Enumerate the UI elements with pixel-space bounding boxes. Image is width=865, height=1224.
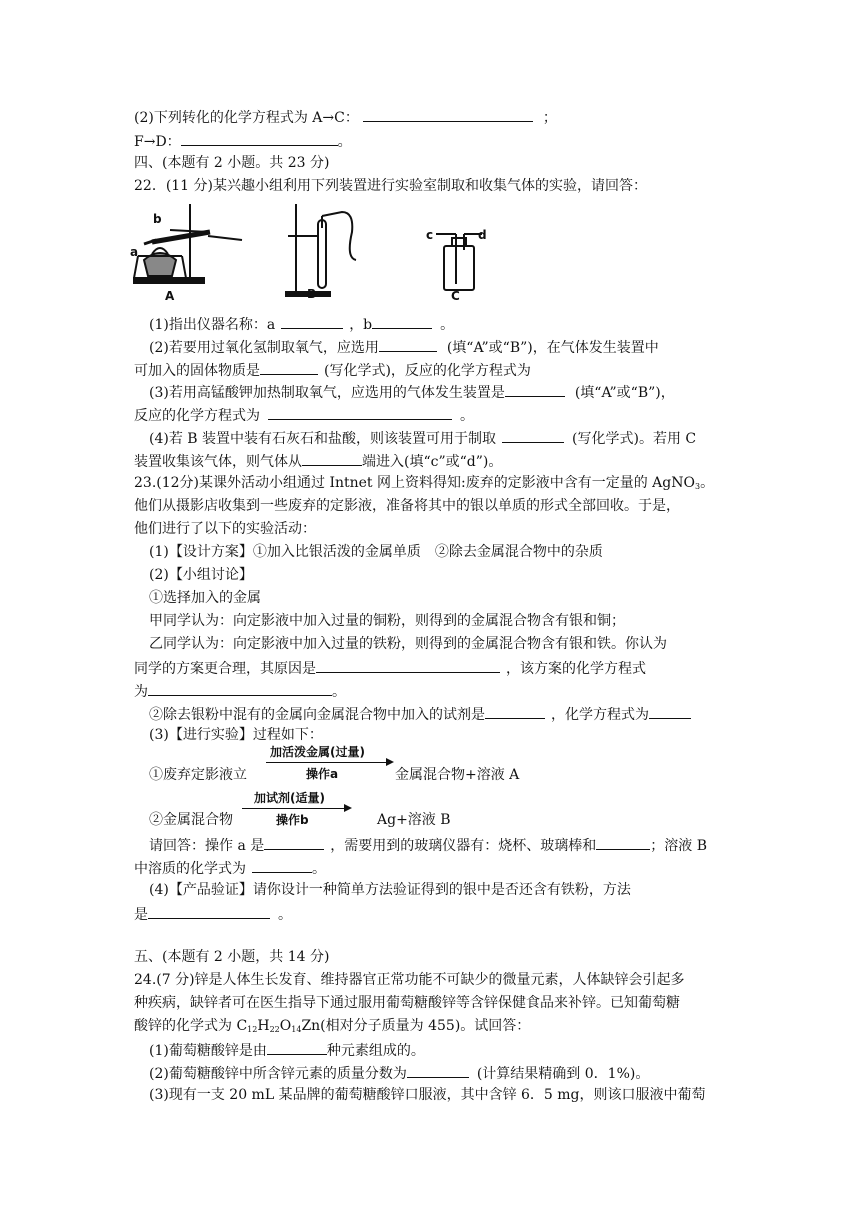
label-apparatus-c: C	[451, 289, 460, 303]
label-apparatus-b: B	[307, 287, 317, 301]
q24-sub-14: 14	[291, 1025, 302, 1034]
q22-part-3b	[134, 405, 474, 425]
answer-blank[interactable]	[502, 428, 564, 443]
q23-reason-2	[134, 681, 346, 701]
q22-3-cont: 反应的化学方程式为	[134, 408, 260, 424]
answer-blank[interactable]	[316, 658, 500, 673]
label-d: d	[478, 228, 487, 242]
q22-stem: 22．(11 分)某兴趣小组利用下列装置进行实验室制取和收集气体的实验，请回答：	[134, 178, 648, 194]
q23-reason-end: 。	[332, 684, 346, 700]
q23-reason-1	[134, 658, 646, 678]
q24-formula-zn: Zn(相对分子质量为 455)。试回答：	[301, 1018, 531, 1034]
q23-ans-dot: 。	[312, 861, 326, 877]
q22-1-end: 。	[440, 317, 455, 333]
q22-2-eq: (写化学式)，反应的化学方程式为	[324, 363, 531, 379]
q23-ans-text: 请回答：操作 a 是	[149, 838, 265, 854]
q21-ac-end: ；	[542, 110, 557, 126]
q22-2-text: (2)若要用过氧化氢制取氧气，应选用	[149, 340, 379, 356]
q21-fd-text: F→D：	[134, 134, 181, 150]
answer-blank[interactable]	[267, 1040, 327, 1055]
answer-blank[interactable]	[363, 107, 533, 122]
answer-blank[interactable]	[148, 681, 332, 696]
q23-ans-cont: 中溶质的化学式为	[134, 861, 246, 877]
q21-line-1	[134, 107, 557, 127]
q22-3-text: (3)若用高锰酸钾加热制取氧气，应选用的气体发生装置是	[149, 385, 505, 401]
q22-3-mid: (填“A”或“B”)，	[574, 385, 675, 401]
q22-part-2b	[134, 360, 531, 380]
flow2-bot-label: 操作b	[276, 813, 309, 827]
label-c: c	[426, 228, 434, 242]
q23-reason-mid: ，该方案的化学方程式	[506, 661, 646, 677]
q23-stem-sub: 3	[694, 482, 701, 491]
q24-2-text: (2)葡萄糖酸锌中所含锌元素的质量分数为	[149, 1066, 407, 1082]
q22-1-mid: ，b	[349, 317, 373, 333]
q23-s1: (1)【设计方案】①加入比银活泼的金属单质 ②除去金属混合物中的杂质	[149, 544, 603, 560]
q23-reason-text: 同学的方案更合理，其原因是	[134, 661, 316, 677]
q24-1-end: 种元素组成的。	[326, 1043, 425, 1059]
answer-blank[interactable]	[181, 131, 338, 146]
q23-jia: 甲同学认为：向定影液中加入过量的铜粉，则得到的金属混合物含有银和铜；	[149, 613, 625, 629]
q23-s3: (3)【进行实验】过程如下：	[149, 727, 323, 743]
answer-blank[interactable]	[260, 360, 318, 375]
q23-s2: (2)【小组讨论】	[149, 567, 253, 583]
q22-3-end: 。	[460, 408, 474, 424]
q22-part-4b	[134, 451, 502, 471]
q24-formula-c: 酸锌的化学式为 C	[134, 1018, 248, 1034]
label-a: a	[130, 245, 139, 259]
q22-4-cont: 装置收集该气体，则气体从	[134, 454, 302, 470]
q22-4-text: (4)若 B 装置中装有石灰石和盐酸，则该装置可用于制取	[149, 431, 497, 447]
arrow-right-icon	[344, 804, 352, 812]
answer-blank[interactable]	[596, 835, 650, 850]
q23-reason-wei: 为	[134, 684, 148, 700]
q23-s4-shi: 是	[134, 907, 148, 923]
answer-blank[interactable]	[372, 314, 432, 329]
q21-fd-end: 。	[337, 134, 352, 150]
flow1-shaft	[266, 762, 388, 763]
apparatus-c	[436, 234, 482, 290]
q23-s2-2-text: ②除去银粉中混有的金属向金属混合物中加入的试剂是	[149, 707, 485, 723]
q24-2-end: (计算结果精确到 0．1%)。	[476, 1066, 650, 1082]
flow1-right: 金属混合物+溶液 A	[395, 767, 520, 783]
flow1-arrow	[256, 743, 396, 783]
answer-blank[interactable]	[407, 1063, 469, 1078]
q24-part-3: (3)现有一支 20 mL 某品牌的葡萄糖酸锌口服液，其中含锌 6．5 mg，则该口服液中葡萄	[149, 1087, 706, 1103]
q22-part-1	[149, 314, 454, 334]
q24-1-text: (1)葡萄糖酸锌是由	[149, 1043, 267, 1059]
answer-blank[interactable]	[379, 337, 437, 352]
answer-blank[interactable]	[252, 858, 312, 873]
q23-s2-1: ①选择加入的金属	[149, 590, 261, 606]
flow1-left: ①废弃定影液立	[149, 767, 247, 783]
q23-ans-mid: ，需要用到的玻璃仪器有：烧杯、玻璃棒和	[330, 838, 597, 854]
q24-sub-12: 12	[247, 1025, 258, 1034]
q22-4-end: 端进入(填“c”或“d”)。	[362, 454, 503, 470]
q22-part-3a	[149, 382, 675, 402]
flow1-top-label: 加活泼金属(过量)	[270, 745, 365, 759]
q21-line-2	[134, 131, 352, 151]
q23-s2-2	[149, 704, 691, 724]
flow2-arrow	[240, 789, 360, 829]
q22-part-2a	[149, 337, 659, 357]
q23-s2-2-mid: ，化学方程式为	[551, 707, 649, 723]
q21-ac-text: (2)下列转化的化学方程式为 A→C：	[134, 110, 359, 126]
answer-blank[interactable]	[268, 405, 452, 420]
answer-blank[interactable]	[281, 314, 343, 329]
q23-answer-2	[134, 858, 326, 878]
q23-stem-2: 他们从摄影店收集到一些废弃的定影液，准备将其中的银以单质的形式全部回收。于是，	[134, 498, 680, 514]
section-5-heading: 五、(本题有 2 小题，共 14 分)	[134, 949, 330, 965]
q23-s4-2	[134, 904, 292, 924]
answer-blank[interactable]	[148, 904, 270, 919]
q23-s4-1: (4)【产品验证】请你设计一种简单方法验证得到的银中是否还含有铁粉，方法	[149, 882, 631, 898]
q23-s4-end: 。	[278, 907, 292, 923]
q23-yi: 乙同学认为：向定影液中加入过量的铁粉，则得到的金属混合物含有银和铁。你认为	[149, 636, 667, 652]
q24-stem-1: 24.(7 分)锌是人体生长发育、维持器官正常功能不可缺少的微量元素，人体缺锌会引起多	[134, 972, 685, 988]
flow2-top-label: 加试剂(适量)	[254, 791, 325, 805]
flow2-right: Ag+溶液 B	[377, 812, 451, 828]
q24-part-2	[149, 1063, 649, 1083]
q24-formula-h: H	[257, 1018, 270, 1034]
q24-sub-22: 22	[269, 1025, 280, 1034]
apparatus-a	[134, 204, 242, 283]
q24-stem-3	[134, 1017, 530, 1039]
section-4-heading: 四、(本题有 2 小题。共 23 分)	[134, 155, 330, 171]
label-apparatus-a: A	[165, 289, 175, 303]
answer-blank[interactable]	[505, 382, 565, 397]
q22-part-4a	[149, 428, 696, 448]
flow2-left: ②金属混合物	[149, 812, 233, 828]
q22-1-text: (1)指出仪器名称：a	[149, 317, 276, 333]
answer-blank[interactable]	[302, 451, 362, 466]
answer-blank[interactable]	[649, 704, 691, 719]
flow1-bot-label: 操作a	[306, 767, 339, 781]
q23-stem-end: 。	[700, 475, 715, 491]
q22-4-mid: (写化学式)。若用 C	[572, 431, 697, 447]
arrow-right-icon	[386, 758, 394, 766]
q24-formula-o: O	[279, 1018, 292, 1034]
q22-2-mid: (填“A”或“B”)，在气体发生装置中	[446, 340, 659, 356]
q24-part-1	[149, 1040, 425, 1060]
answer-blank[interactable]	[264, 835, 324, 850]
q23-ans-end: ；溶液 B	[650, 838, 707, 854]
label-b: b	[153, 212, 162, 226]
q23-stem-1	[134, 474, 714, 496]
flow2-shaft	[242, 808, 348, 809]
q24-stem-2: 种疾病，缺锌者可在医生指导下通过服用葡萄糖酸锌等含锌保健食品来补锌。已知葡萄糖	[134, 995, 680, 1011]
q23-answer-1	[149, 835, 707, 855]
answer-blank[interactable]	[485, 704, 545, 719]
q22-2-cont: 可加入的固体物质是	[134, 363, 260, 379]
q23-stem-3: 他们进行了以下的实验活动：	[134, 521, 316, 537]
apparatus-b	[286, 204, 356, 296]
q23-stem-text: 23.(12分)某课外活动小组通过 Intnet 网上资料得知:废弃的定影液中含有一定量的 AgNO	[134, 475, 695, 491]
